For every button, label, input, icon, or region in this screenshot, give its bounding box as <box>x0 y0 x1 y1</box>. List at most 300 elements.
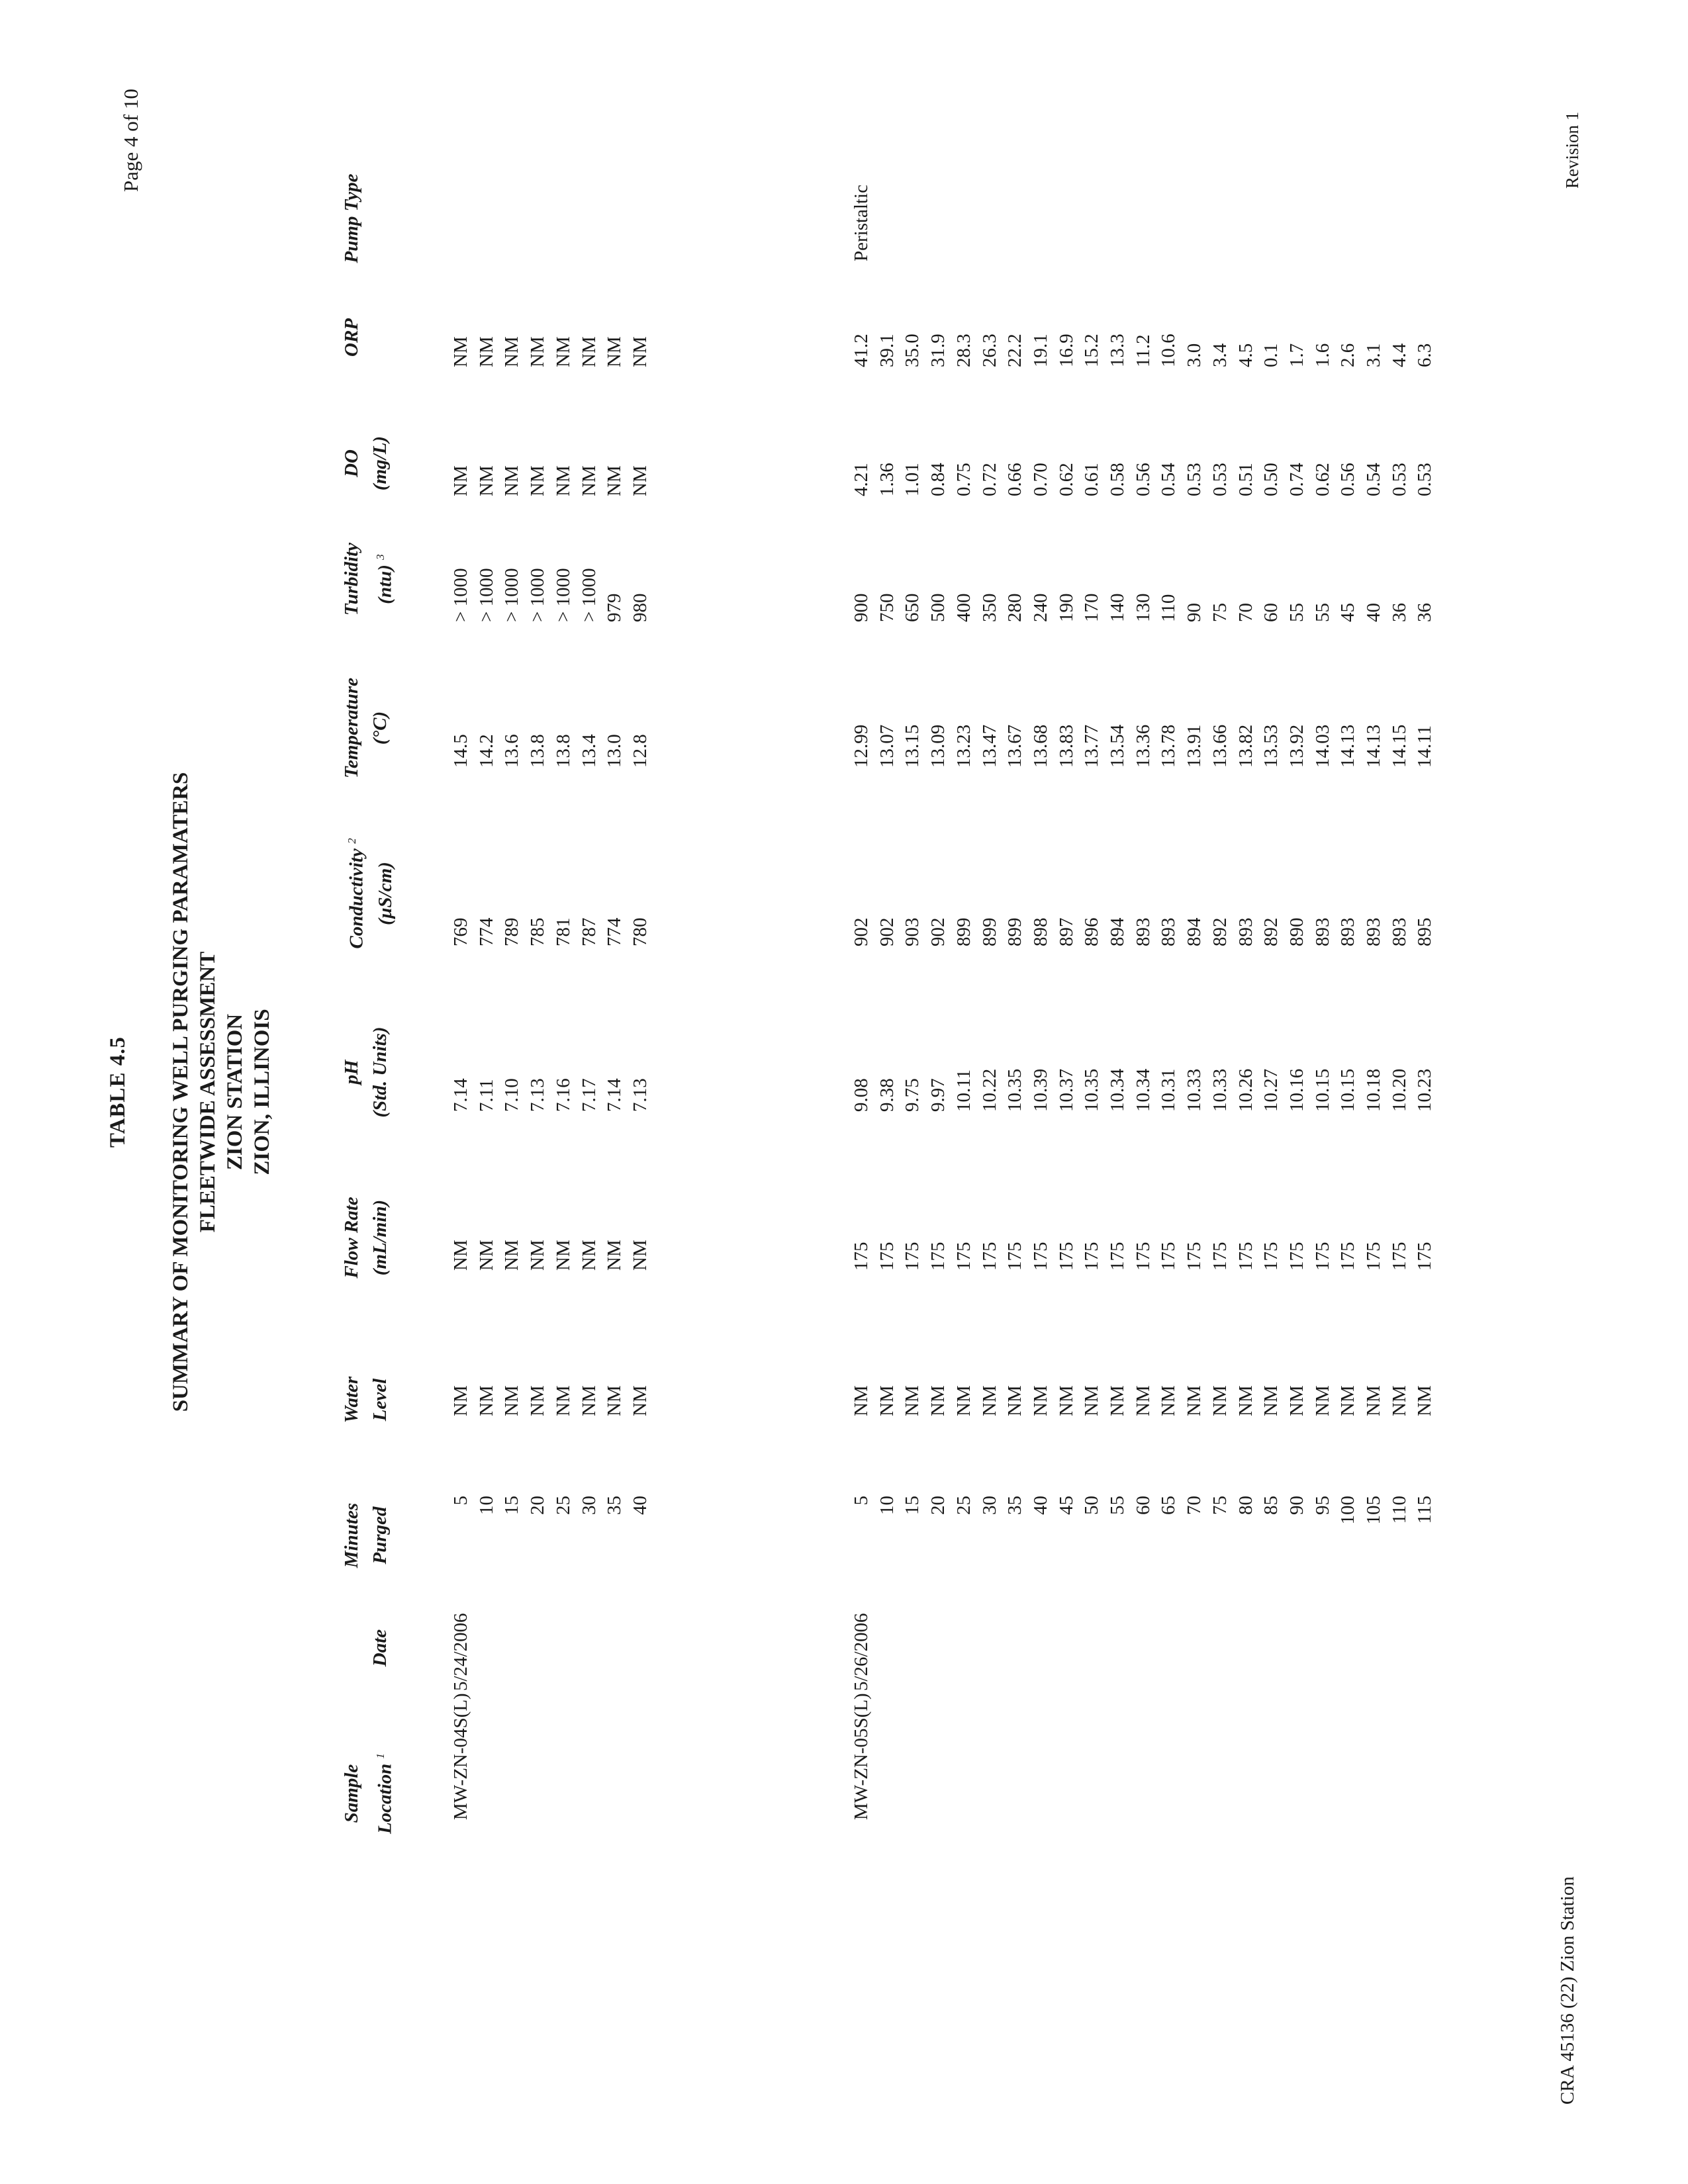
temperature-cell: 14.2 <box>475 734 497 768</box>
revision-label: Revision 1 <box>1562 111 1582 189</box>
conductivity-cell: 893 <box>1158 917 1180 946</box>
ph-cell: 10.33 <box>1184 1068 1205 1112</box>
do-cell: 0.56 <box>1337 463 1359 496</box>
ph-cell: 10.18 <box>1363 1068 1384 1112</box>
orp-cell: 4.5 <box>1235 343 1256 367</box>
orp-cell: 4.4 <box>1388 343 1410 367</box>
conductivity-cell: 893 <box>1235 917 1256 946</box>
orp-cell: NM <box>578 336 600 367</box>
ph-cell: 10.23 <box>1414 1068 1436 1112</box>
conductivity-cell: 769 <box>450 917 471 946</box>
flow-rate-cell: 175 <box>1107 1242 1128 1271</box>
turbidity-cell: 140 <box>1107 593 1128 622</box>
do-cell: 1.36 <box>876 463 898 496</box>
ph-cell: 10.35 <box>1081 1068 1103 1112</box>
ph-cell: 10.16 <box>1286 1068 1307 1112</box>
ph-cell: 7.13 <box>527 1078 549 1112</box>
sample-date-label: 5/24/2006 <box>450 1613 471 1691</box>
water-level-cell: NM <box>578 1385 600 1416</box>
minutes-purged-cell: 70 <box>1184 1496 1205 1515</box>
conductivity-cell: 902 <box>927 917 949 946</box>
table-row <box>1414 0 1440 2184</box>
orp-cell: 31.9 <box>927 334 949 367</box>
ph-cell: 10.15 <box>1337 1068 1359 1112</box>
minutes-purged-cell: 50 <box>1081 1496 1103 1515</box>
ph-cell: 10.15 <box>1311 1068 1333 1112</box>
water-level-cell: NM <box>475 1385 497 1416</box>
ph-cell: 10.39 <box>1029 1068 1051 1112</box>
water-level-cell: NM <box>1311 1385 1333 1416</box>
ph-cell: 9.38 <box>876 1078 898 1112</box>
water-level-cell: NM <box>1004 1385 1026 1416</box>
orp-cell: 10.6 <box>1158 334 1180 367</box>
orp-cell: 35.0 <box>902 334 923 367</box>
conductivity-cell: 893 <box>1388 917 1410 946</box>
ph-cell: 10.37 <box>1055 1068 1077 1112</box>
table-row <box>579 0 605 2184</box>
ph-cell: 7.14 <box>604 1078 626 1112</box>
do-cell: 4.21 <box>851 463 872 496</box>
orp-cell: NM <box>629 336 651 367</box>
temperature-cell: 13.07 <box>876 724 898 768</box>
ph-cell: 7.13 <box>629 1078 651 1112</box>
table-row <box>1107 0 1133 2184</box>
temperature-cell: 13.47 <box>978 724 1000 768</box>
orp-cell: 1.7 <box>1286 343 1307 367</box>
conductivity-cell: 781 <box>552 917 574 946</box>
page-number: Page 4 of 10 <box>119 89 142 192</box>
table-row <box>450 0 477 2184</box>
flow-rate-cell: NM <box>552 1240 574 1271</box>
flow-rate-cell: 175 <box>1029 1242 1051 1271</box>
turbidity-cell: 350 <box>978 593 1000 622</box>
header-flow-rate: Flow Rate (mL/min) <box>341 1197 391 1279</box>
do-cell: 0.70 <box>1029 463 1051 496</box>
temperature-cell: 13.6 <box>501 734 523 768</box>
water-level-cell: NM <box>1055 1385 1077 1416</box>
minutes-purged-cell: 35 <box>1004 1496 1026 1515</box>
minutes-purged-cell: 100 <box>1337 1496 1359 1525</box>
header-orp: ORP <box>341 318 362 357</box>
do-cell: NM <box>552 465 574 496</box>
conductivity-cell: 902 <box>876 917 898 946</box>
flow-rate-cell: 175 <box>1337 1242 1359 1271</box>
temperature-cell: 13.77 <box>1081 724 1103 768</box>
turbidity-cell: 36 <box>1388 603 1410 622</box>
orp-cell: 6.3 <box>1414 343 1436 367</box>
minutes-purged-cell: 5 <box>450 1496 471 1506</box>
orp-cell: 0.1 <box>1260 343 1282 367</box>
do-cell: 0.53 <box>1414 463 1436 496</box>
minutes-purged-cell: 15 <box>501 1496 523 1515</box>
do-cell: 0.50 <box>1260 463 1282 496</box>
do-cell: 0.62 <box>1055 463 1077 496</box>
document-reference: CRA 45136 (22) Zion Station <box>1557 1876 1578 2105</box>
water-level-cell: NM <box>1414 1385 1436 1416</box>
conductivity-cell: 902 <box>851 917 872 946</box>
ph-cell: 7.11 <box>475 1079 497 1112</box>
turbidity-cell: 980 <box>629 593 651 622</box>
ph-cell: 7.16 <box>552 1078 574 1112</box>
orp-cell: NM <box>527 336 549 367</box>
minutes-purged-cell: 115 <box>1414 1496 1436 1524</box>
header-minutes-purged: Minutes Purged <box>341 1502 391 1569</box>
minutes-purged-cell: 65 <box>1158 1496 1180 1515</box>
temperature-cell: 13.23 <box>953 724 974 768</box>
water-level-cell: NM <box>1286 1385 1307 1416</box>
turbidity-cell: 979 <box>604 593 626 622</box>
turbidity-cell: 650 <box>902 593 923 622</box>
turbidity-cell: > 1000 <box>501 568 523 622</box>
orp-cell: NM <box>475 336 497 367</box>
turbidity-cell: > 1000 <box>450 568 471 622</box>
table-row <box>1030 0 1056 2184</box>
temperature-cell: 13.15 <box>902 724 923 768</box>
orp-cell: 26.3 <box>978 334 1000 367</box>
table-row <box>876 0 903 2184</box>
temperature-cell: 13.91 <box>1184 724 1205 768</box>
minutes-purged-cell: 45 <box>1055 1496 1077 1515</box>
temperature-cell: 13.67 <box>1004 724 1026 768</box>
orp-cell: 22.2 <box>1004 334 1026 367</box>
flow-rate-cell: 175 <box>953 1242 974 1271</box>
table-row <box>1056 0 1082 2184</box>
table-row <box>1363 0 1389 2184</box>
temperature-cell: 13.8 <box>552 734 574 768</box>
minutes-purged-cell: 25 <box>552 1496 574 1515</box>
sample-date-label: 5/26/2006 <box>851 1613 872 1691</box>
turbidity-cell: 55 <box>1286 603 1307 622</box>
minutes-purged-cell: 55 <box>1107 1496 1128 1515</box>
turbidity-cell: 60 <box>1260 603 1282 622</box>
temperature-cell: 14.13 <box>1337 724 1359 768</box>
table-row <box>1260 0 1287 2184</box>
flow-rate-cell: 175 <box>1132 1242 1154 1271</box>
ph-cell: 7.10 <box>501 1078 523 1112</box>
flow-rate-cell: 175 <box>978 1242 1000 1271</box>
flow-rate-cell: NM <box>578 1240 600 1271</box>
conductivity-cell: 890 <box>1286 917 1307 946</box>
conductivity-cell: 893 <box>1363 917 1384 946</box>
do-cell: 0.74 <box>1286 463 1307 496</box>
ph-cell: 10.31 <box>1158 1068 1180 1112</box>
orp-cell: NM <box>450 336 471 367</box>
minutes-purged-cell: 60 <box>1132 1496 1154 1515</box>
ph-cell: 9.75 <box>902 1078 923 1112</box>
do-cell: 0.53 <box>1209 463 1231 496</box>
turbidity-cell: > 1000 <box>578 568 600 622</box>
water-level-cell: NM <box>1388 1385 1410 1416</box>
orp-cell: 41.2 <box>851 334 872 367</box>
temperature-cell: 13.0 <box>604 734 626 768</box>
do-cell: 0.75 <box>953 463 974 496</box>
temperature-cell: 13.36 <box>1132 724 1154 768</box>
conductivity-cell: 892 <box>1260 917 1282 946</box>
orp-cell: 11.2 <box>1132 334 1154 367</box>
turbidity-cell: 170 <box>1081 593 1103 622</box>
turbidity-cell: 280 <box>1004 593 1026 622</box>
temperature-cell: 13.66 <box>1209 724 1231 768</box>
water-level-cell: NM <box>1235 1385 1256 1416</box>
conductivity-cell: 899 <box>1004 917 1026 946</box>
sample-location-label: MW-ZN-04S(L) <box>450 1693 471 1820</box>
temperature-cell: 12.8 <box>629 734 651 768</box>
minutes-purged-cell: 75 <box>1209 1496 1231 1515</box>
table-row <box>902 0 928 2184</box>
water-level-cell: NM <box>552 1385 574 1416</box>
minutes-purged-cell: 95 <box>1311 1496 1333 1515</box>
do-cell: NM <box>527 465 549 496</box>
water-level-cell: NM <box>604 1385 626 1416</box>
temperature-cell: 13.09 <box>927 724 949 768</box>
do-cell: 0.53 <box>1388 463 1410 496</box>
ph-cell: 10.34 <box>1107 1068 1128 1112</box>
conductivity-cell: 892 <box>1209 917 1231 946</box>
turbidity-cell: 750 <box>876 593 898 622</box>
temperature-cell: 13.54 <box>1107 724 1128 768</box>
flow-rate-cell: 175 <box>1363 1242 1384 1271</box>
ph-cell: 9.08 <box>851 1078 872 1112</box>
flow-rate-cell: NM <box>629 1240 651 1271</box>
ph-cell: 10.22 <box>978 1068 1000 1112</box>
turbidity-cell: 400 <box>953 593 974 622</box>
minutes-purged-cell: 25 <box>953 1496 974 1515</box>
conductivity-cell: 893 <box>1132 917 1154 946</box>
flow-rate-cell: 175 <box>1388 1242 1410 1271</box>
turbidity-cell: 500 <box>927 593 949 622</box>
flow-rate-cell: NM <box>450 1240 471 1271</box>
title-line: ZION STATION <box>223 1013 247 1171</box>
header-conductivity: Conductivity $^2$ (µS/cm) <box>346 838 396 949</box>
flow-rate-cell: 175 <box>1158 1242 1180 1271</box>
water-level-cell: NM <box>450 1385 471 1416</box>
water-level-cell: NM <box>953 1385 974 1416</box>
flow-rate-cell: 175 <box>851 1242 872 1271</box>
temperature-cell: 14.13 <box>1363 724 1384 768</box>
sample-location-label: MW-ZN-05S(L) <box>851 1693 872 1820</box>
turbidity-cell: 36 <box>1414 603 1436 622</box>
conductivity-cell: 895 <box>1414 917 1436 946</box>
do-cell: 0.62 <box>1311 463 1333 496</box>
conductivity-cell: 899 <box>978 917 1000 946</box>
flow-rate-cell: 175 <box>1004 1242 1026 1271</box>
header-date: Date <box>369 1629 391 1667</box>
flow-rate-cell: 175 <box>876 1242 898 1271</box>
table-row <box>501 0 528 2184</box>
minutes-purged-cell: 20 <box>527 1496 549 1515</box>
do-cell: 0.58 <box>1107 463 1128 496</box>
table-row <box>1312 0 1338 2184</box>
table-label: TABLE 4.5 <box>106 1036 130 1148</box>
orp-cell: 3.4 <box>1209 343 1231 367</box>
water-level-cell: NM <box>1184 1385 1205 1416</box>
water-level-cell: NM <box>1363 1385 1384 1416</box>
minutes-purged-cell: 80 <box>1235 1496 1256 1515</box>
flow-rate-cell: 175 <box>1260 1242 1282 1271</box>
table-row <box>476 0 502 2184</box>
conductivity-cell: 893 <box>1337 917 1359 946</box>
orp-cell: 2.6 <box>1337 343 1359 367</box>
flow-rate-cell: 175 <box>1235 1242 1256 1271</box>
water-level-cell: NM <box>1132 1385 1154 1416</box>
turbidity-cell: 240 <box>1029 593 1051 622</box>
turbidity-cell: > 1000 <box>475 568 497 622</box>
table-row <box>604 0 630 2184</box>
minutes-purged-cell: 110 <box>1388 1496 1410 1524</box>
ph-cell: 7.17 <box>578 1078 600 1112</box>
table-row <box>927 0 954 2184</box>
minutes-purged-cell: 90 <box>1286 1496 1307 1515</box>
water-level-cell: NM <box>629 1385 651 1416</box>
temperature-cell: 14.11 <box>1414 725 1436 768</box>
title-line: FLEETWIDE ASSESSMENT <box>196 951 220 1233</box>
table-row <box>1004 0 1031 2184</box>
minutes-purged-cell: 15 <box>902 1496 923 1515</box>
table-row <box>553 0 579 2184</box>
do-cell: 0.66 <box>1004 463 1026 496</box>
conductivity-cell: 894 <box>1107 917 1128 946</box>
turbidity-cell: 45 <box>1337 603 1359 622</box>
water-level-cell: NM <box>978 1385 1000 1416</box>
do-cell: 0.72 <box>978 463 1000 496</box>
title-line: ZION, ILLINOIS <box>250 1009 274 1175</box>
table-row <box>979 0 1006 2184</box>
ph-cell: 10.33 <box>1209 1068 1231 1112</box>
orp-cell: 3.1 <box>1363 343 1384 367</box>
conductivity-cell: 894 <box>1184 917 1205 946</box>
turbidity-cell: 90 <box>1184 603 1205 622</box>
conductivity-cell: 893 <box>1311 917 1333 946</box>
water-level-cell: NM <box>927 1385 949 1416</box>
do-cell: 0.56 <box>1132 463 1154 496</box>
minutes-purged-cell: 105 <box>1363 1496 1384 1525</box>
minutes-purged-cell: 35 <box>604 1496 626 1515</box>
table-row <box>851 0 877 2184</box>
orp-cell: 19.1 <box>1029 334 1051 367</box>
turbidity-cell: 75 <box>1209 603 1231 622</box>
water-level-cell: NM <box>851 1385 872 1416</box>
conductivity-cell: 896 <box>1081 917 1103 946</box>
header-ph: pH (Std. Units) <box>341 1026 391 1118</box>
conductivity-cell: 774 <box>475 917 497 946</box>
ph-cell: 10.27 <box>1260 1068 1282 1112</box>
do-cell: NM <box>475 465 497 496</box>
ph-cell: 9.97 <box>927 1078 949 1112</box>
table-row <box>953 0 980 2184</box>
do-cell: 0.53 <box>1184 463 1205 496</box>
table-row <box>1133 0 1159 2184</box>
temperature-cell: 13.8 <box>527 734 549 768</box>
temperature-cell: 13.82 <box>1235 724 1256 768</box>
water-level-cell: NM <box>1081 1385 1103 1416</box>
do-cell: NM <box>450 465 471 496</box>
turbidity-cell: 110 <box>1158 594 1180 622</box>
orp-cell: 28.3 <box>953 334 974 367</box>
do-cell: 0.84 <box>927 463 949 496</box>
table-row <box>1235 0 1262 2184</box>
orp-cell: 15.2 <box>1081 334 1103 367</box>
minutes-purged-cell: 85 <box>1260 1496 1282 1515</box>
orp-cell: 1.6 <box>1311 343 1333 367</box>
table-row <box>1158 0 1184 2184</box>
table-row <box>1081 0 1107 2184</box>
table-row <box>1389 0 1415 2184</box>
water-level-cell: NM <box>1158 1385 1180 1416</box>
water-level-cell: NM <box>1337 1385 1359 1416</box>
ph-cell: 10.34 <box>1132 1068 1154 1112</box>
turbidity-cell: > 1000 <box>552 568 574 622</box>
temperature-cell: 12.99 <box>851 724 872 768</box>
flow-rate-cell: NM <box>501 1240 523 1271</box>
water-level-cell: NM <box>1029 1385 1051 1416</box>
table-row <box>630 0 656 2184</box>
do-cell: NM <box>629 465 651 496</box>
temperature-cell: 13.68 <box>1029 724 1051 768</box>
turbidity-cell: > 1000 <box>527 568 549 622</box>
table-title-block <box>106 0 276 2184</box>
flow-rate-cell: 175 <box>1055 1242 1077 1271</box>
do-cell: 0.51 <box>1235 463 1256 496</box>
title-line: SUMMARY OF MONITORING WELL PURGING PARAMATERS <box>169 772 193 1412</box>
flow-rate-cell: 175 <box>1081 1242 1103 1271</box>
table-row <box>1184 0 1210 2184</box>
temperature-cell: 13.83 <box>1055 724 1077 768</box>
flow-rate-cell: 175 <box>1184 1242 1205 1271</box>
orp-cell: 3.0 <box>1184 343 1205 367</box>
header-turbidity: Turbidity (ntu) $^3$ <box>341 542 396 616</box>
do-cell: NM <box>604 465 626 496</box>
do-cell: NM <box>501 465 523 496</box>
table-row <box>1209 0 1236 2184</box>
table-row <box>1286 0 1313 2184</box>
minutes-purged-cell: 10 <box>876 1496 898 1515</box>
minutes-purged-cell: 10 <box>475 1496 497 1515</box>
turbidity-cell: 70 <box>1235 603 1256 622</box>
flow-rate-cell: 175 <box>1286 1242 1307 1271</box>
turbidity-cell: 190 <box>1055 593 1077 622</box>
flow-rate-cell: 175 <box>927 1242 949 1271</box>
minutes-purged-cell: 30 <box>578 1496 600 1515</box>
temperature-cell: 13.53 <box>1260 724 1282 768</box>
ph-cell: 10.26 <box>1235 1068 1256 1112</box>
minutes-purged-cell: 40 <box>1029 1496 1051 1515</box>
water-level-cell: NM <box>876 1385 898 1416</box>
temperature-cell: 13.92 <box>1286 724 1307 768</box>
water-level-cell: NM <box>527 1385 549 1416</box>
pump-type-label: Peristaltic <box>851 185 872 261</box>
water-level-cell: NM <box>1209 1385 1231 1416</box>
water-level-cell: NM <box>501 1385 523 1416</box>
do-cell: NM <box>578 465 600 496</box>
turbidity-cell: 40 <box>1363 603 1384 622</box>
ph-cell: 7.14 <box>450 1078 471 1112</box>
conductivity-cell: 789 <box>501 917 523 946</box>
conductivity-cell: 785 <box>527 917 549 946</box>
temperature-cell: 13.78 <box>1158 724 1180 768</box>
header-sample-location: Sample Location $^1$ <box>341 1752 396 1835</box>
orp-cell: 13.3 <box>1107 334 1128 367</box>
conductivity-cell: 903 <box>902 917 923 946</box>
turbidity-cell: 130 <box>1132 593 1154 622</box>
ph-cell: 10.20 <box>1388 1068 1410 1112</box>
turbidity-cell: 55 <box>1311 603 1333 622</box>
orp-cell: NM <box>501 336 523 367</box>
do-cell: 0.61 <box>1081 463 1103 496</box>
do-cell: 0.54 <box>1158 463 1180 496</box>
water-level-cell: NM <box>902 1385 923 1416</box>
conductivity-cell: 780 <box>629 917 651 946</box>
header-do: DO (mg/L) <box>341 435 391 491</box>
